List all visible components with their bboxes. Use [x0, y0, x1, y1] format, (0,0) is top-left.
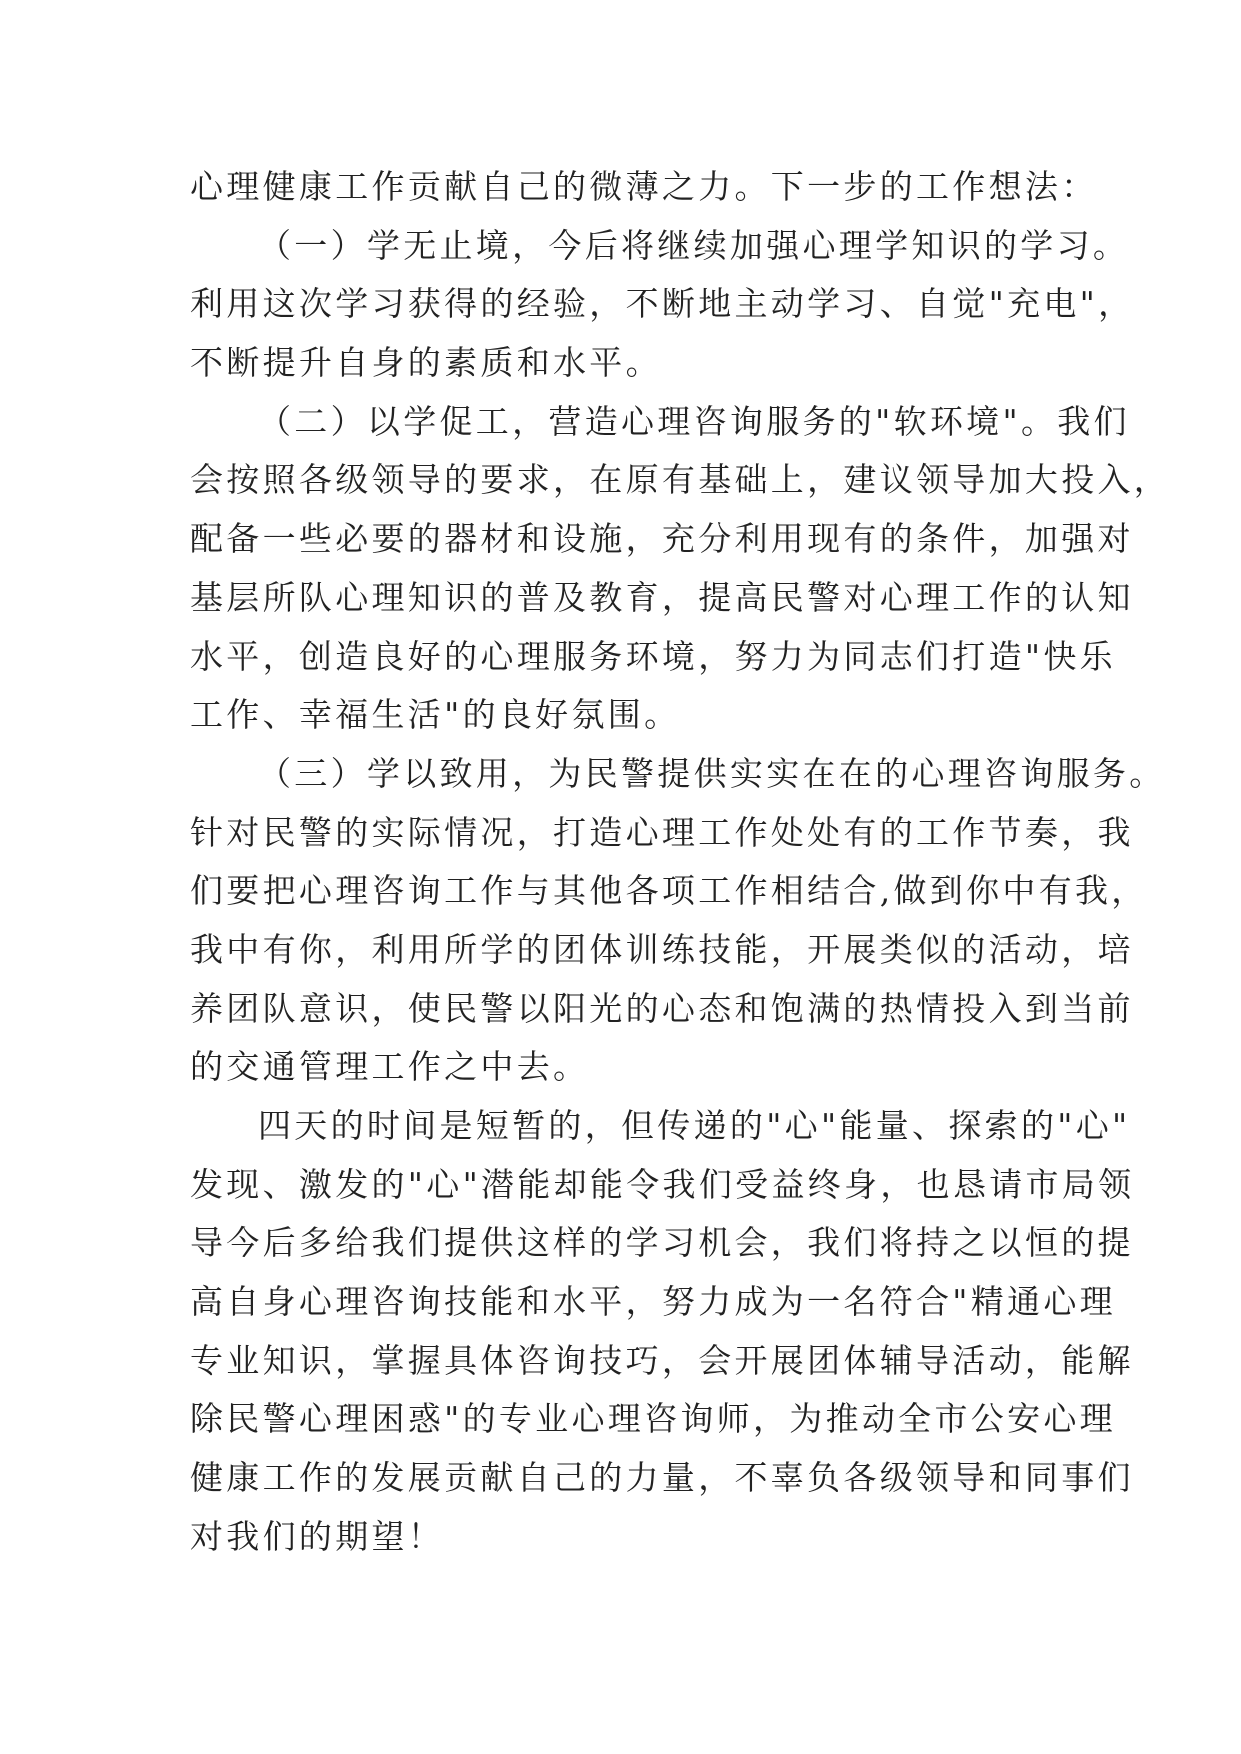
text-line: 专业知识，掌握具体咨询技巧，会开展团体辅导活动，能解	[190, 1340, 1134, 1380]
text-line: 我中有你，利用所学的团体训练技能，开展类似的活动，培	[190, 929, 1134, 969]
text-line: 针对民警的实际情况，打造心理工作处处有的工作节奏，我	[190, 812, 1134, 852]
text-line: 除民警心理困惑"的专业心理咨询师，为推动全市公安心理	[190, 1399, 1116, 1439]
paragraph-start-line: （三）学以致用，为民警提供实实在在的心理咨询服务。	[258, 753, 1166, 793]
text-line: 利用这次学习获得的经验，不断地主动学习、自觉"充电"，	[190, 284, 1135, 324]
text-line: 发现、激发的"心"潜能却能令我们受益终身，也恳请市局领	[190, 1164, 1135, 1204]
text-line: 水平，创造良好的心理服务环境，努力为同志们打造"快乐	[190, 636, 1116, 676]
text-line: 高自身心理咨询技能和水平，努力成为一名符合"精通心理	[190, 1282, 1116, 1322]
text-line: 配备一些必要的器材和设施，充分利用现有的条件，加强对	[190, 519, 1134, 559]
paragraph-start-line: 四天的时间是短暂的，但传递的"心"能量、探索的"心"	[258, 1106, 1131, 1145]
text-line: 工作、幸福生活"的良好氛围。	[190, 695, 681, 735]
text-line: 会按照各级领导的要求，在原有基础上，建议领导加大投入，	[190, 460, 1171, 500]
text-line: 心理健康工作贡献自己的微薄之力。下一步的工作想法：	[190, 167, 1098, 206]
text-line: 健康工作的发展贡献自己的力量，不辜负各级领导和同事们	[190, 1458, 1134, 1498]
text-line: 基层所队心理知识的普及教育，提高民警对心理工作的认知	[190, 577, 1134, 617]
text-line: 对我们的期望！	[190, 1516, 445, 1556]
text-line: 养团队意识，使民警以阳光的心态和饱满的热情投入到当前	[190, 988, 1134, 1028]
text-line: 们要把心理咨询工作与其他各项工作相结合,做到你中有我，	[190, 871, 1148, 911]
text-line: 的交通管理工作之中去。	[190, 1047, 590, 1087]
document-body	[190, 158, 1171, 1567]
paragraph-start-line: （一）学无止境，今后将继续加强心理学知识的学习。	[258, 225, 1130, 265]
text-line: 不断提升自身的素质和水平。	[190, 343, 662, 383]
paragraph-start-line: （二）以学促工，营造心理咨询服务的"软环境"。我们	[258, 401, 1130, 441]
text-line: 导今后多给我们提供这样的学习机会，我们将持之以恒的提	[190, 1223, 1134, 1263]
